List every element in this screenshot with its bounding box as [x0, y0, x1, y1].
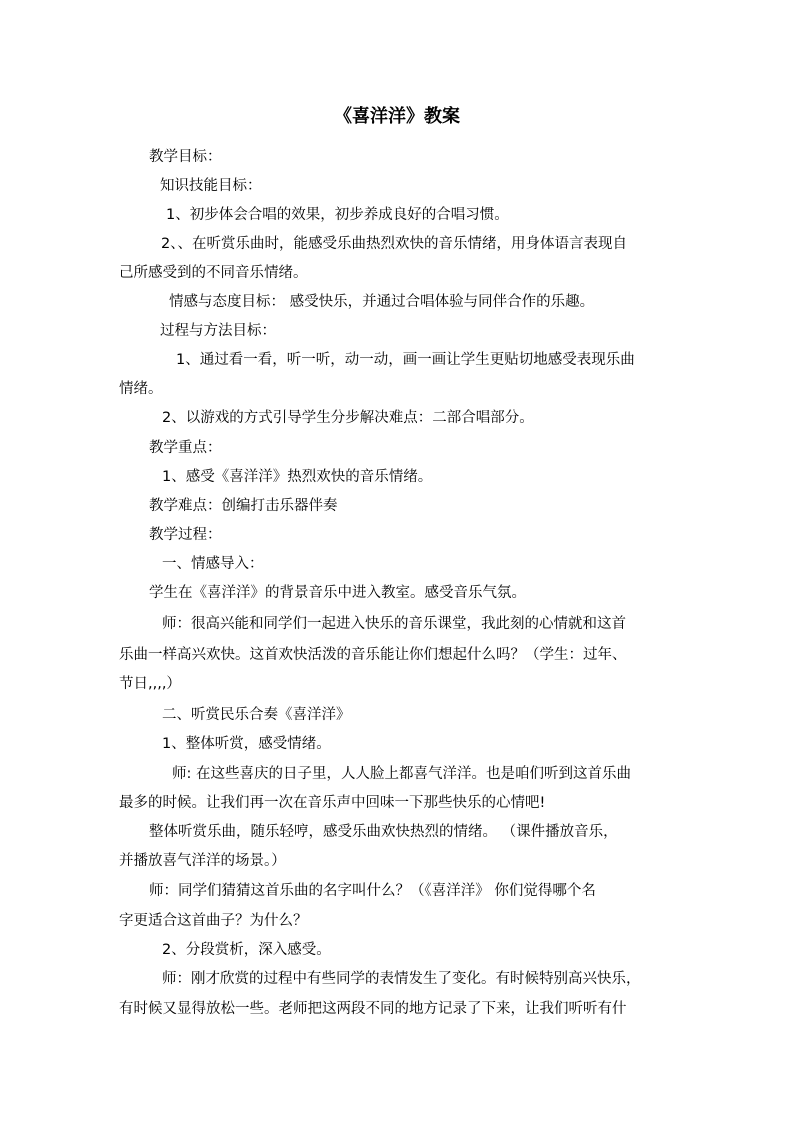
text-line: 己所感受到的不同音乐情绪。: [119, 265, 308, 281]
text-line: 教学目标：: [149, 149, 222, 165]
text-line: 整体听赏乐曲，随乐轻哼，感受乐曲欢快热烈的情绪。 （课件播放音乐，: [149, 824, 618, 840]
document-title: 《喜洋洋》教案: [334, 106, 460, 127]
text-line: 学生在《喜洋洋》的背景音乐中进入教室。感受音乐气氛。: [149, 585, 526, 601]
text-line: 师：刚才欣赏的过程中有些同学的表情发生了变化。有时候特别高兴快乐，: [162, 971, 641, 987]
text-line: 一、情感导入：: [162, 556, 264, 572]
text-line: 2、以游戏的方式引导学生分步解决难点：二部合唱部分。: [162, 410, 534, 426]
text-line: 师：同学们猜猜这首乐曲的名字叫什么？（《喜洋洋》 你们觉得哪个名: [149, 883, 596, 899]
text-line: 最多的时候。让我们再一次在音乐声中回味一下那些快乐的心情吧!: [119, 795, 546, 811]
text-line: 1、感受《喜洋洋》热烈欢快的音乐情绪。: [162, 469, 433, 485]
text-line: 师: 在这些喜庆的日子里，人人脸上都喜气洋洋。也是咱们听到这首乐曲: [172, 766, 631, 782]
text-line: 过程与方法目标：: [160, 323, 276, 339]
text-line: 乐曲一样高兴欢快。这首欢快活泼的音乐能让你们想起什么吗？（学生：过年、: [119, 647, 627, 663]
text-line: 2、、在听赏乐曲时，能感受乐曲热烈欢快的音乐情绪，用身体语言表现自: [161, 236, 627, 252]
text-line: 1、整体听赏，感受情绪。: [162, 736, 331, 752]
text-line: 并播放喜气洋洋的场景。）: [119, 853, 286, 869]
text-line: 字更适合这首曲子？为什么？: [119, 913, 308, 929]
text-line: 节日,,,,）: [119, 676, 181, 692]
text-line: 有时候又显得放松一些。老师把这两段不同的地方记录了下来，让我们听听有什: [119, 1001, 627, 1017]
text-line: 教学难点：创编打击乐器伴奏: [149, 498, 338, 514]
text-line: 教学重点：: [149, 440, 222, 456]
text-line: 情绪。: [119, 381, 163, 397]
text-line: 知识技能目标：: [160, 178, 262, 194]
text-line: 教学过程：: [149, 527, 222, 543]
text-line: 1、通过看一看，听一听，动一动，画一画让学生更贴切地感受表现乐曲: [176, 352, 635, 368]
text-line: 情感与态度目标： 感受快乐，并通过合唱体验与同伴合作的乐趣。: [169, 294, 595, 310]
text-line: 2、分段赏析，深入感受。: [162, 942, 331, 958]
text-line: 二、听赏民乐合奏《喜洋洋》: [162, 707, 351, 723]
text-line: 1、初步体会合唱的效果，初步养成良好的合唱习惯。: [166, 207, 509, 223]
text-line: 师：很高兴能和同学们一起进入快乐的音乐课堂，我此刻的心情就和这首: [162, 616, 626, 632]
